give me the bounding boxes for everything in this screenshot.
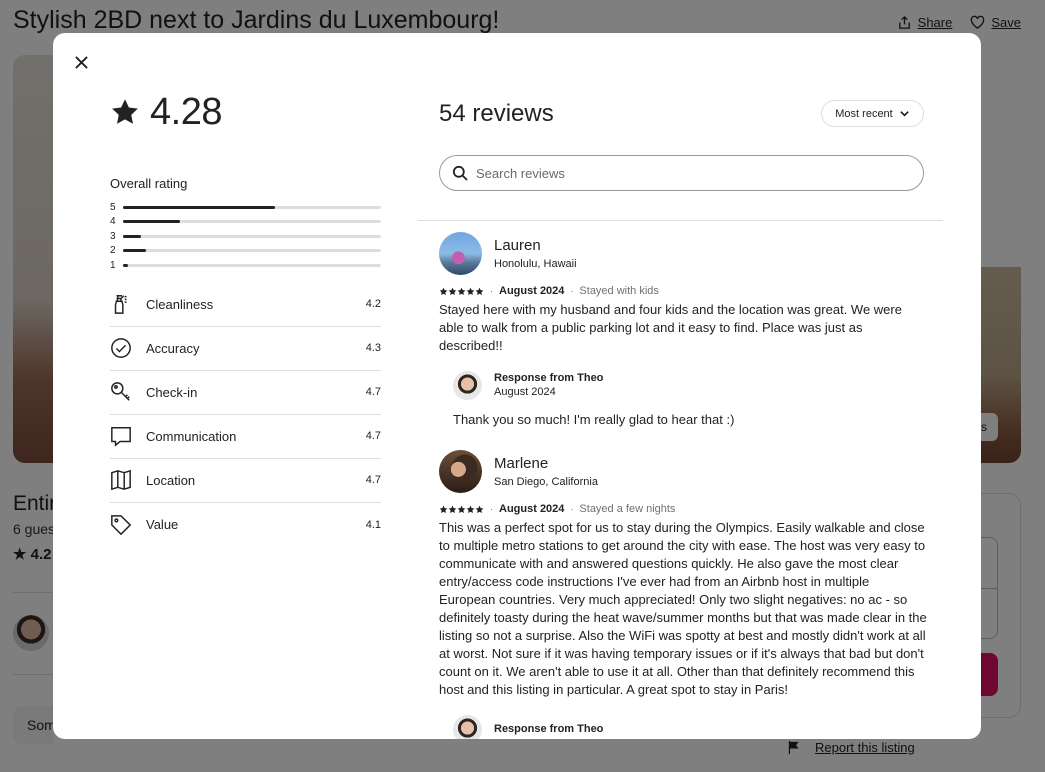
rating-bar-5 [110, 200, 381, 215]
separator-dot: · [490, 504, 493, 514]
rating-bar-fill [123, 235, 141, 238]
star-icon [448, 287, 457, 296]
chat-bubble-icon [110, 425, 132, 447]
rating-bar-track [123, 220, 381, 223]
review-stay-type: Stayed a few nights [579, 503, 676, 515]
search-reviews-box[interactable] [439, 155, 924, 191]
review-meta [439, 284, 939, 298]
overall-score [110, 89, 381, 135]
category-score: 4.3 [365, 342, 381, 354]
category-location [110, 459, 381, 503]
rating-bar-track [123, 235, 381, 238]
category-score: 4.7 [365, 386, 381, 398]
sort-dropdown[interactable] [821, 100, 924, 127]
reviews-panel [418, 33, 943, 739]
reviewer-location: San Diego, California [494, 475, 598, 488]
star-icon [448, 505, 457, 514]
check-circle-icon [110, 337, 132, 359]
rating-bar-label: 3 [110, 230, 116, 242]
category-name: Cleanliness [146, 296, 214, 312]
host-avatar[interactable] [453, 371, 482, 400]
close-icon [75, 56, 88, 69]
overall-rating-label: Overall rating [110, 176, 188, 191]
rating-bar-label: 1 [110, 259, 116, 271]
host-response-title: Response from Theo [494, 723, 604, 735]
category-communication [110, 415, 381, 459]
review-item [439, 449, 939, 739]
search-icon [452, 165, 468, 181]
category-value [110, 503, 381, 547]
star-icon [475, 505, 484, 514]
spray-bottle-icon [110, 293, 132, 315]
ratings-summary [110, 89, 381, 547]
sort-dropdown-label: Most recent [835, 107, 893, 120]
rating-bar-fill [123, 249, 146, 252]
category-name: Accuracy [146, 340, 200, 356]
reviewer-name: Marlene [494, 454, 549, 472]
rating-bar-fill [123, 220, 180, 223]
map-icon [110, 469, 132, 491]
category-name: Value [146, 517, 179, 532]
star-icon [475, 287, 484, 296]
star-icon [439, 505, 448, 514]
star-icon [457, 287, 466, 296]
rating-bar-label: 5 [110, 201, 116, 213]
star-icon [457, 505, 466, 514]
key-icon [110, 381, 132, 403]
rating-bar-4 [110, 215, 381, 230]
category-name: Communication [146, 428, 237, 444]
rating-bar-label: 2 [110, 245, 116, 257]
star-icon [110, 97, 140, 127]
category-check-in [110, 371, 381, 415]
reviewer-name: Lauren [494, 236, 541, 254]
separator-dot: · [490, 286, 493, 296]
category-name: Location [146, 472, 196, 488]
reviews-count-title: 54 reviews [439, 100, 554, 127]
separator-dot: · [570, 504, 574, 514]
star-icon [466, 287, 475, 296]
reviews-modal [53, 33, 981, 739]
chevron-down-icon [899, 108, 910, 119]
rating-bar-fill [123, 264, 128, 267]
host-response-text: Thank you so much! I'm really glad to hear that :) [453, 412, 735, 427]
tag-icon [110, 514, 132, 536]
category-cleanliness [110, 283, 381, 327]
host-response [453, 370, 939, 429]
review-text: This was a perfect spot for us to stay during the Olympics. Easily walkable and close to multiple metro stations to get around the city with ease. The host was very easy to communicate with and answered questions quickly. He also gave the most clear entry/access code instructions I've ever had from an Airbnb host in multiple European countries. Very much appreciated! Only two slight negatives: no ac - so definitely toasty during the heat wave/summer months but that was made clear in the listing so not a surprise. Also the WiFi was spotty at best and mostly didn't work at all at worst. Not sure if it was having temporary issues or if it's always that bad but don't count on it. We aren't able to use it at all. Other than that definitely recommend this host and this listing in particular. A great spot to stay in Paris! [439, 520, 927, 697]
star-icon [439, 287, 448, 296]
search-reviews-input[interactable] [476, 166, 896, 181]
category-accuracy [110, 327, 381, 371]
reviewer-avatar[interactable] [439, 232, 482, 275]
review-stars [439, 505, 484, 514]
host-response-title: Response from Theo [494, 372, 604, 384]
star-icon [466, 505, 475, 514]
category-score: 4.7 [365, 474, 381, 486]
rating-bar-1 [110, 258, 381, 273]
rating-distribution [110, 200, 381, 273]
category-score: 4.2 [365, 298, 381, 310]
rating-bar-2 [110, 244, 381, 259]
review-header [439, 449, 939, 493]
rating-bar-track [123, 264, 381, 267]
rating-bar-track [123, 249, 381, 252]
rating-bar-track [123, 206, 381, 209]
review-stay-type: Stayed with kids [579, 285, 659, 297]
review-list [439, 221, 939, 739]
close-modal-button[interactable] [69, 50, 93, 74]
rating-bar-3 [110, 229, 381, 244]
rating-bar-label: 4 [110, 216, 116, 228]
overall-score-value: 4.28 [150, 90, 222, 133]
rating-bar-fill [123, 206, 275, 209]
review-stars [439, 287, 484, 296]
category-name: Check-in [146, 384, 198, 400]
reviewer-avatar[interactable] [439, 450, 482, 493]
separator-dot: · [570, 286, 574, 296]
review-meta [439, 502, 939, 516]
review-date: August 2024 [499, 503, 565, 515]
reviewer-location: Honolulu, Hawaii [494, 257, 577, 270]
category-ratings [110, 283, 381, 547]
host-avatar[interactable] [453, 715, 482, 740]
review-date: August 2024 [499, 285, 565, 297]
review-item [439, 231, 939, 429]
review-text: Stayed here with my husband and four kids and the location was great. We were able to walk from a public parking lot and it easy to find. Place was just as described!! [439, 302, 902, 353]
host-response-header [453, 714, 939, 739]
host-response-header [453, 370, 939, 400]
category-score: 4.7 [365, 430, 381, 442]
category-score: 4.1 [365, 518, 381, 531]
review-header [439, 231, 939, 275]
host-response [453, 714, 939, 739]
host-response-date: August 2024 [494, 386, 556, 398]
